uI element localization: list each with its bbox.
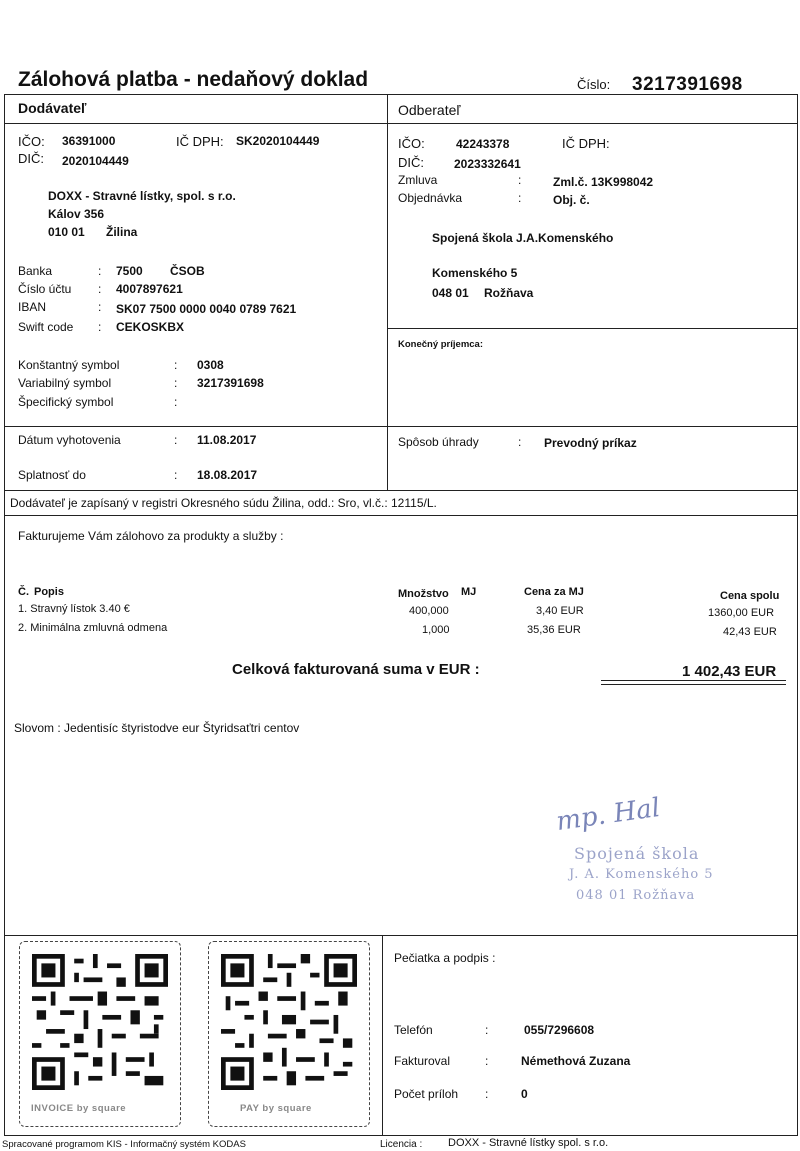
item-description: 2. Minimálna zmluvná odmena bbox=[18, 622, 168, 634]
customer-city: Rožňava bbox=[484, 286, 534, 300]
total-underline bbox=[601, 680, 786, 681]
supplier-name: DOXX - Stravné lístky, spol. s r.o. bbox=[48, 189, 236, 203]
contract-label: Zmluva bbox=[398, 173, 438, 187]
issuer-label: Fakturoval bbox=[394, 1054, 451, 1068]
contract-value: Zml.č. 13K998042 bbox=[553, 175, 654, 189]
account-number: 4007897621 bbox=[116, 282, 183, 296]
payment-method-label: Spôsob úhrady bbox=[398, 435, 479, 449]
supplier-zip: 010 01 bbox=[48, 225, 85, 239]
swift-label: Swift code bbox=[18, 320, 74, 334]
item-description: 1. Stravný lístok 3.40 € bbox=[18, 603, 130, 615]
issue-date: 11.08.2017 bbox=[197, 433, 257, 447]
column-divider bbox=[387, 94, 388, 490]
item-total: 1360,00 EUR bbox=[708, 607, 775, 619]
pay-qr-code bbox=[221, 954, 357, 1090]
col-description: Popis bbox=[34, 586, 64, 598]
bank-code: 7500 bbox=[116, 264, 143, 278]
handwritten-signature: mp. Hal bbox=[554, 792, 662, 838]
item-quantity: 400,000 bbox=[409, 605, 449, 617]
supplier-street: Kálov 356 bbox=[48, 207, 105, 221]
supplier-ico-label: IČO: bbox=[18, 134, 45, 149]
registry-note: Dodávateľ je zapísaný v registri Okresného súdu Žilina, odd.: Sro, vl.č.: 12115/L. bbox=[10, 496, 437, 510]
footer-divider bbox=[4, 935, 798, 936]
final-recipient-label: Konečný príjemca: bbox=[398, 339, 483, 350]
swift: CEKOSKBX bbox=[116, 320, 185, 334]
bank-label: Banka bbox=[18, 264, 53, 278]
supplier-icdph: SK2020104449 bbox=[236, 134, 320, 148]
customer-name: Spojená škola J.A.Komenského bbox=[432, 231, 614, 245]
attachments-label: Počet príloh bbox=[394, 1087, 459, 1101]
order-label: Objednávka bbox=[398, 191, 463, 205]
total-amount: 1 402,43 EUR bbox=[682, 663, 777, 680]
issue-date-label: Dátum vyhotovenia bbox=[18, 433, 121, 447]
license-value: DOXX - Stravné lístky spol. s r.o. bbox=[448, 1137, 609, 1149]
customer-street: Komenského 5 bbox=[432, 266, 518, 280]
ks-label: Konštantný symbol bbox=[18, 358, 120, 372]
vs-label: Variabilný symbol bbox=[18, 376, 112, 390]
invoice-qr-caption: INVOICE by square bbox=[31, 1103, 127, 1114]
phone-label: Telefón bbox=[394, 1023, 433, 1037]
supplier-city: Žilina bbox=[106, 225, 138, 239]
customer-ico: 42243378 bbox=[456, 137, 510, 151]
order-value: Obj. č. bbox=[553, 193, 590, 207]
stamp-signature-label: Pečiatka a podpis : bbox=[394, 951, 496, 965]
stamp-line: J. A. Komenského 5 bbox=[569, 867, 714, 882]
supplier-ico: 36391000 bbox=[62, 134, 116, 148]
pay-qr-caption: PAY by square bbox=[240, 1103, 312, 1114]
vs-value: 3217391698 bbox=[197, 376, 264, 390]
customer-zip: 048 01 bbox=[432, 286, 469, 300]
payment-method: Prevodný príkaz bbox=[544, 436, 637, 450]
iban-label: IBAN bbox=[18, 300, 47, 314]
col-unit: MJ bbox=[461, 586, 477, 598]
stamp-line: Spojená škola bbox=[574, 844, 700, 863]
intro-text: Fakturujeme Vám zálohovo za produkty a služby : bbox=[18, 529, 284, 543]
due-date-label: Splatnosť do bbox=[18, 468, 86, 482]
customer-icdph-label: IČ DPH: bbox=[562, 136, 610, 151]
supplier-icdph-label: IČ DPH: bbox=[176, 134, 224, 149]
document-title: Zálohová platba - nedaňový doklad bbox=[18, 68, 369, 91]
customer-dic: 2023332641 bbox=[454, 157, 521, 171]
software-note: Spracované programom KIS - Informačný systém KODAS bbox=[2, 1139, 246, 1150]
license-label: Licencia : bbox=[380, 1139, 423, 1150]
col-number: Č. bbox=[18, 586, 29, 598]
total-label: Celková fakturovaná suma v EUR : bbox=[232, 661, 480, 678]
iban: SK07 7500 0000 0040 0789 7621 bbox=[116, 302, 297, 316]
item-total: 42,43 EUR bbox=[723, 626, 777, 638]
stamp-line: 048 01 Rožňava bbox=[576, 888, 696, 903]
number-label: Číslo: bbox=[577, 77, 611, 92]
dates-divider bbox=[4, 426, 798, 427]
account-label: Číslo účtu bbox=[18, 282, 72, 296]
heading-divider bbox=[4, 123, 798, 124]
footer-column-divider bbox=[382, 935, 383, 1136]
registry-bottom-divider bbox=[4, 515, 798, 516]
phone-value: 055/7296608 bbox=[524, 1023, 595, 1037]
customer-dic-label: DIČ: bbox=[398, 155, 424, 170]
item-quantity: 1,000 bbox=[422, 624, 450, 636]
customer-ico-label: IČO: bbox=[398, 136, 425, 151]
invoice-qr-code bbox=[32, 954, 168, 1090]
registry-top-divider bbox=[4, 490, 798, 491]
supplier-heading: Dodávateľ bbox=[18, 100, 87, 116]
col-total: Cena spolu bbox=[720, 590, 780, 602]
item-unit-price: 3,40 EUR bbox=[536, 605, 584, 617]
ks-value: 0308 bbox=[197, 358, 224, 372]
customer-heading: Odberateľ bbox=[398, 102, 461, 118]
supplier-dic: 2020104449 bbox=[62, 154, 129, 168]
col-quantity: Množstvo bbox=[398, 588, 449, 600]
ss-label: Špecifický symbol bbox=[18, 395, 114, 409]
due-date: 18.08.2017 bbox=[197, 468, 258, 482]
issuer-value: Némethová Zuzana bbox=[521, 1054, 631, 1068]
col-unit-price: Cena za MJ bbox=[524, 586, 584, 598]
supplier-dic-label: DIČ: bbox=[18, 151, 44, 166]
document-number: 3217391698 bbox=[632, 74, 743, 95]
total-underline bbox=[601, 684, 786, 685]
bank-name: ČSOB bbox=[170, 264, 205, 278]
amount-in-words: Slovom : Jedentisíc štyristodve eur Štyridsaťtri centov bbox=[14, 721, 300, 735]
attachments-value: 0 bbox=[521, 1087, 528, 1101]
recipient-divider bbox=[387, 328, 798, 329]
item-unit-price: 35,36 EUR bbox=[527, 624, 581, 636]
